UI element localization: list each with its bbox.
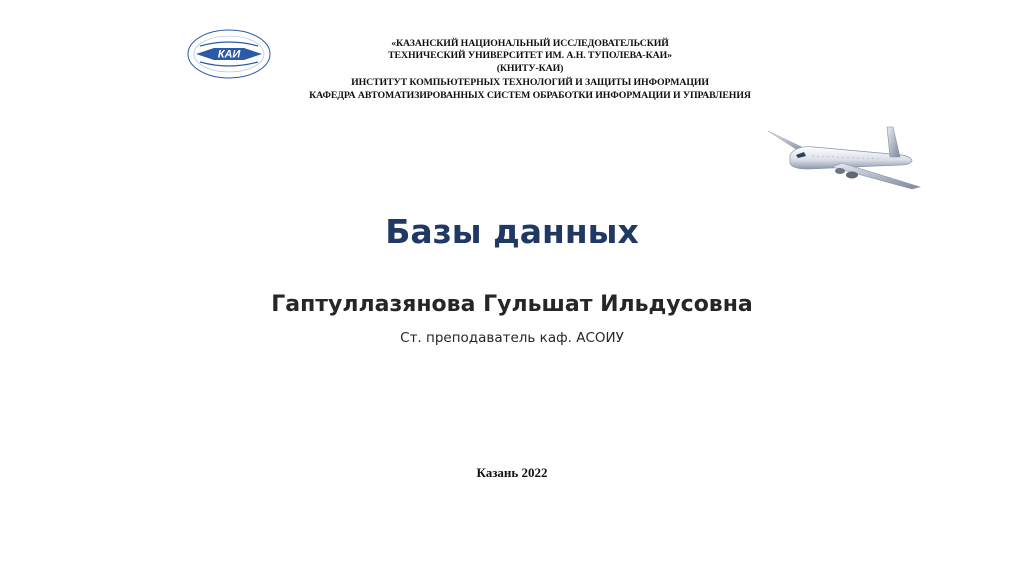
airplane-icon xyxy=(762,125,930,195)
header-line-2: ТЕХНИЧЕСКИЙ УНИВЕРСИТЕТ ИМ. А.Н. ТУПОЛЕВА-КАИ» xyxy=(388,50,672,61)
author-name: Гаптуллазянова Гульшат Ильдусовна xyxy=(271,292,753,317)
airplane-illustration xyxy=(762,125,930,195)
city-year: Казань 2022 xyxy=(476,465,548,480)
header-line-4: ИНСТИТУТ КОМПЬЮТЕРНЫХ ТЕХНОЛОГИЙ И ЗАЩИТЫ ИНФОРМАЦИИ xyxy=(351,77,709,88)
institution-header xyxy=(240,38,820,102)
slide-title: Базы данных xyxy=(385,212,639,251)
header-line-5: КАФЕДРА АВТОМАТИЗИРОВАННЫХ СИСТЕМ ОБРАБОТКИ ИНФОРМАЦИИ И УПРАВЛЕНИЯ xyxy=(309,90,751,101)
header-line-3: (КНИТУ-КАИ) xyxy=(496,63,564,74)
author-position: Ст. преподаватель каф. АСОИУ xyxy=(400,330,624,346)
logo-text: КАИ xyxy=(217,48,241,61)
header-line-1: «КАЗАНСКИЙ НАЦИОНАЛЬНЫЙ ИССЛЕДОВАТЕЛЬСКИЙ xyxy=(391,38,669,49)
